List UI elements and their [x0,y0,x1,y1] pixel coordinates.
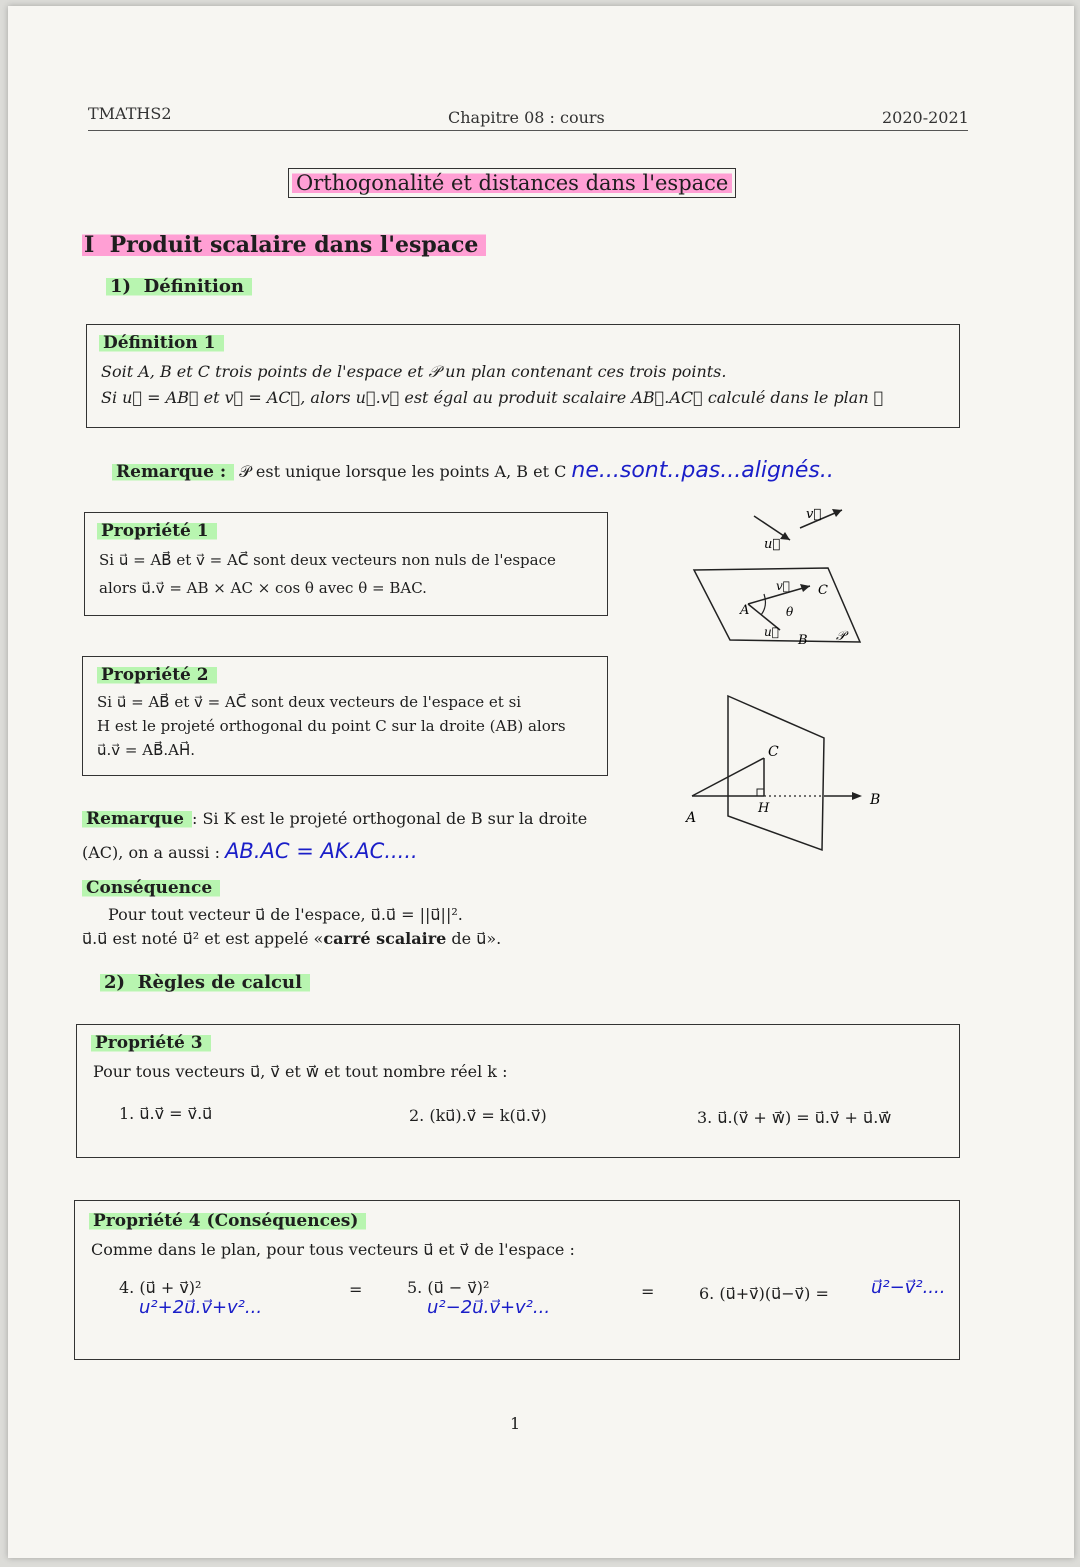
definition-line-1: Soit A, B et C trois points de l'espace et 𝒫 un plan contenant ces trois points. [101,362,727,381]
subsection-heading-2 [100,972,310,993]
property-1-box [84,512,608,616]
figure-plane-angle [668,496,878,656]
identity-5-equals: = [641,1282,655,1301]
title-frame [288,168,736,198]
label-b: B [870,792,881,808]
property-4-tag: Propriété 4 (Conséquences) [89,1211,366,1231]
consequence-tag: Conséquence [82,878,220,898]
property-1-line-2: alors u⃗.v⃗ = AB × AC × cos θ avec θ = BAC. [99,579,427,597]
remark-2-line-1 [82,806,587,832]
property-2-line-2: H est le projeté orthogonal du point C sur la droite (AB) alors [97,717,566,735]
property-4-line-1: Comme dans le plan, pour tous vecteurs u⃗ et v⃗ de l'espace : [91,1240,575,1259]
identity-6: 6. (u⃗+v⃗)(u⃗−v⃗) = [699,1284,829,1303]
remark-2-text-1: : Si K est le projeté orthogonal de B sur la droite [191,809,588,828]
subsection-2-label: Règles de calcul [137,972,302,993]
subsection-label: Définition [143,276,244,297]
property-2-tag: Propriété 2 [97,665,217,685]
arrow-b [852,792,862,800]
property-2-box [82,656,608,776]
property-3-line-1: Pour tous vecteurs u⃗, v⃗ et w⃗ et tout nombre réel k : [93,1062,508,1081]
subsection-number: 1) [110,276,132,297]
label-a: A [686,810,697,826]
label-u-plane: u⃗ [764,625,779,639]
subsection-2-number: 2) [104,972,126,993]
header-rule [88,130,968,131]
remark-2-text-2: (AC), on a aussi : [82,843,220,862]
label-c: C [768,744,779,760]
definition-box [86,324,960,428]
identity-4: 4. (u⃗ + v⃗)² [119,1278,202,1297]
remark-tag: Remarque : [112,462,234,482]
remark-2-tag: Remarque [82,809,192,829]
property-3-box [76,1024,960,1158]
plane-vertical [728,696,824,850]
definition-line-2: Si u⃗ = AB⃗ et v⃗ = AC⃗, alors u⃗.v⃗ est égal au produit scalaire AB⃗.AC⃗ calculé dans le plan 𝒫 [101,388,884,407]
property-2-line-3: u⃗.v⃗ = AB⃗.AH⃗. [97,741,196,759]
remark-2-line-2 [82,838,418,866]
label-u-top: u⃗ [764,537,781,552]
property-2-line-1: Si u⃗ = AB⃗ et v⃗ = AC⃗ sont deux vecteurs de l'espace et si [97,693,522,711]
definition-tag: Définition 1 [99,333,224,353]
page-title: Orthogonalité et distances dans l'espace [292,171,732,195]
identity-5-handwriting: u²−2u⃗.v⃗+v²... [427,1297,551,1318]
section-heading [82,232,486,258]
remark-2-handwriting: AB.AC = AK.AC..... [225,839,418,863]
consequence-text-a: u⃗.u⃗ est noté u⃗² et est appelé « [82,929,324,948]
property-3-rule-3: 3. u⃗.(v⃗ + w⃗) = u⃗.v⃗ + u⃗.w⃗ [697,1108,892,1127]
label-c: C [818,583,828,598]
vector-ac-head [800,584,810,592]
header-left: TMATHS2 [88,104,172,123]
right-angle-mark [757,789,764,796]
identity-4-equals: = [349,1280,363,1299]
section-label: Produit scalaire dans l'espace [109,232,479,258]
remark-handwriting: ne...sont..pas...alignés.. [571,458,834,483]
label-h: H [758,801,770,816]
angle-arc [761,594,765,615]
identity-6-handwriting: u⃗²−v⃗².... [871,1277,946,1298]
identity-5: 5. (u⃗ − v⃗)² [407,1278,490,1297]
property-3-tag: Propriété 3 [91,1033,211,1053]
remark-1 [112,458,834,485]
page-number: 1 [510,1414,521,1433]
label-a: A [740,603,750,618]
label-v-plane: v⃗ [776,579,790,593]
label-b: B [798,633,808,648]
consequence-text-bold: carré scalaire [323,929,447,948]
section-number: I [84,232,95,258]
subsection-heading-1 [106,276,252,297]
property-3-rule-1: 1. u⃗.v⃗ = v⃗.u⃗ [119,1104,213,1123]
consequence-line-1: Pour tout vecteur u⃗ de l'espace, u⃗.u⃗ = ||u⃗||². [108,905,463,924]
property-1-tag: Propriété 1 [97,521,217,541]
header-center: Chapitre 08 : cours [448,108,605,127]
figure-orthogonal-projection [678,686,888,858]
property-3-rule-2: 2. (ku⃗).v⃗ = k(u⃗.v⃗) [409,1106,547,1125]
document-page [8,6,1074,1558]
vector-u-head [780,532,790,540]
property-1-line-1: Si u⃗ = AB⃗ et v⃗ = AC⃗ sont deux vecteurs non nuls de l'espace [99,551,556,569]
property-4-box [74,1200,960,1360]
identity-4-handwriting: u²+2u⃗.v⃗+v²... [139,1297,263,1318]
label-plane: 𝒫 [836,629,846,644]
header-right: 2020-2021 [882,108,969,127]
remark-text: 𝒫 est unique lorsque les points A, B et C [239,462,567,481]
label-v-top: v⃗ [806,507,822,522]
consequence-line-2 [82,926,501,952]
consequence-text-c: de u⃗». [451,929,502,948]
label-theta: θ [786,605,794,619]
